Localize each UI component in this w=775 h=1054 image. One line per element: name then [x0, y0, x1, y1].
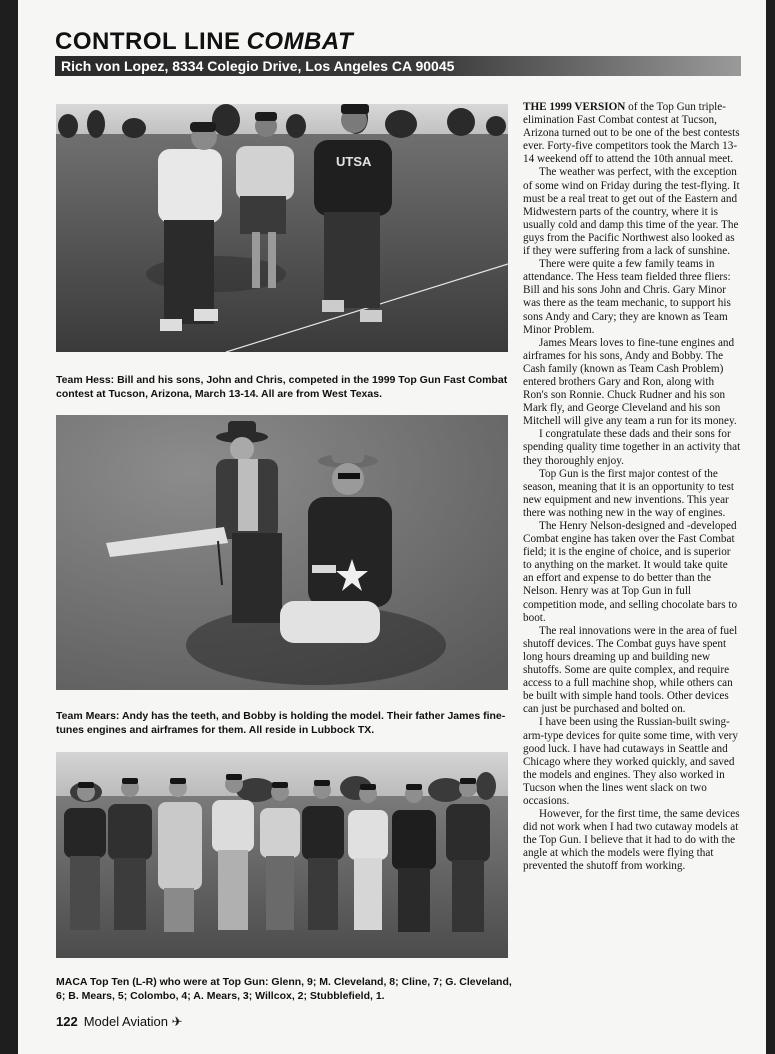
photo-maca-top-ten [56, 752, 508, 958]
article-paragraph: The weather was perfect, with the exception of some wind on Friday during the test-flying. It must be a real treat to get out of the Eastern and Midwestern parts of the country, where it is usually cold and damp this time of the year. The guys from the Pacific Northwest also looked as if they were suffering from a lack of sunshine. [523, 166, 740, 258]
column-title [55, 28, 353, 56]
column-title-italic: COMBAT [246, 28, 354, 55]
article-lead-in: THE 1999 VERSION [523, 101, 626, 113]
photo-maca-top-ten-image [56, 752, 508, 958]
page-footer [56, 1014, 183, 1030]
magazine-name: Model Aviation [83, 1014, 169, 1029]
photo-team-mears [56, 415, 508, 690]
article-paragraph: However, for the first time, the same devices did not work when I had two cutaway models at the Top Gun. I believe that it had to do with the angle at which the models were flying that prevented the shutoff from working. [523, 808, 740, 873]
photo-team-mears-image [56, 415, 508, 690]
column-title-main: CONTROL LINE [55, 28, 241, 55]
page-number: 122 [56, 1014, 78, 1029]
caption-maca-top-ten: MACA Top Ten (L-R) who were at Top Gun: Glenn, 9; M. Cleveland, 8; Cline, 7; G. Cleveland, 6; B. Mears, 5; Colombo, 4; A. Mears, 3; Willcox, 2; Stubblefield, 1. [56, 976, 512, 1002]
article-paragraph: I have been using the Russian-built swing-arm-type devices for quite some time, with very good luck. I have had cutaways in Seattle and Chicago where they worked quickly, and saved the models and engines. They also worked in Tucson when the lines went slack on two occasions. [523, 716, 738, 807]
shirt-text: UTSA [336, 154, 372, 169]
article-paragraph: The real innovations were in the area of fuel shutoff devices. The Combat guys have spent long hours dreaming up and building new shutoffs. Some are quite complex, and require access to a full machine shop, while others can be built with simple hand tools. Other devices can just be purchased and bolted on. [523, 624, 738, 716]
caption-team-mears: Team Mears: Andy has the teeth, and Bobby is holding the model. Their father James fine-tunes engines and airframes for them. All reside in Lubbock TX. [56, 710, 506, 736]
article-paragraph [523, 101, 741, 166]
article-paragraph: Top Gun is the first major contest of the season, meaning that it is an opportunity to test new equipment and new inventions. This year there was nothing new in the way of engines. [523, 467, 734, 519]
article-paragraph: James Mears loves to fine-tune engines and airframes for his sons, Andy and Bobby. The Cash family (known as Team Cash Problem) entered brothers Gary and Ron, along with Ron's son Ronnie. Chuck Rudner and his son Mark fly, and George Cleveland and his son Mitchell will give any team a run for its money. [523, 336, 737, 428]
article-paragraph: I congratulate these dads and their sons for spending quality time together in an activity that they thoroughly enjoy. [523, 428, 741, 467]
article-paragraph-text: of the Top Gun triple-elimination Fast Combat contest at Tucson, Arizona turned out to be one of the best contests ever. Forty-five competitors took the March 13-14 weekend off to attend the 10th annual meet. [523, 101, 740, 166]
author-address: Rich von Lopez, 8334 Colegio Drive, Los Angeles CA 90045 [61, 58, 455, 74]
article-paragraph: The Henry Nelson-designed and -developed Combat engine has taken over the Fast Combat field; it is the engine of choice, and is superior to anything on the market. It would take quite an effort and expense to do better than the Nelson. Henry was at Top Gun in full competition mode, and selling chocolate bars to boot. [523, 520, 738, 624]
photo-team-hess-image [56, 104, 508, 352]
article-paragraph: There were quite a few family teams in attendance. The Hess team fielded three fliers: Bill and his sons John and Chris. Gary Minor was there as the team mechanic, to support his sons Andy and Cary; they are known as Team Minor Problem. [523, 258, 731, 336]
airplane-icon: ✈ [171, 1014, 183, 1029]
author-address-bar [55, 56, 741, 76]
article-column [523, 101, 741, 874]
photo-team-hess [56, 104, 508, 352]
caption-team-hess: Team Hess: Bill and his sons, John and Chris, competed in the 1999 Top Gun Fast Combat contest at Tucson, Arizona, March 13-14. All are from West Texas. [56, 374, 508, 400]
